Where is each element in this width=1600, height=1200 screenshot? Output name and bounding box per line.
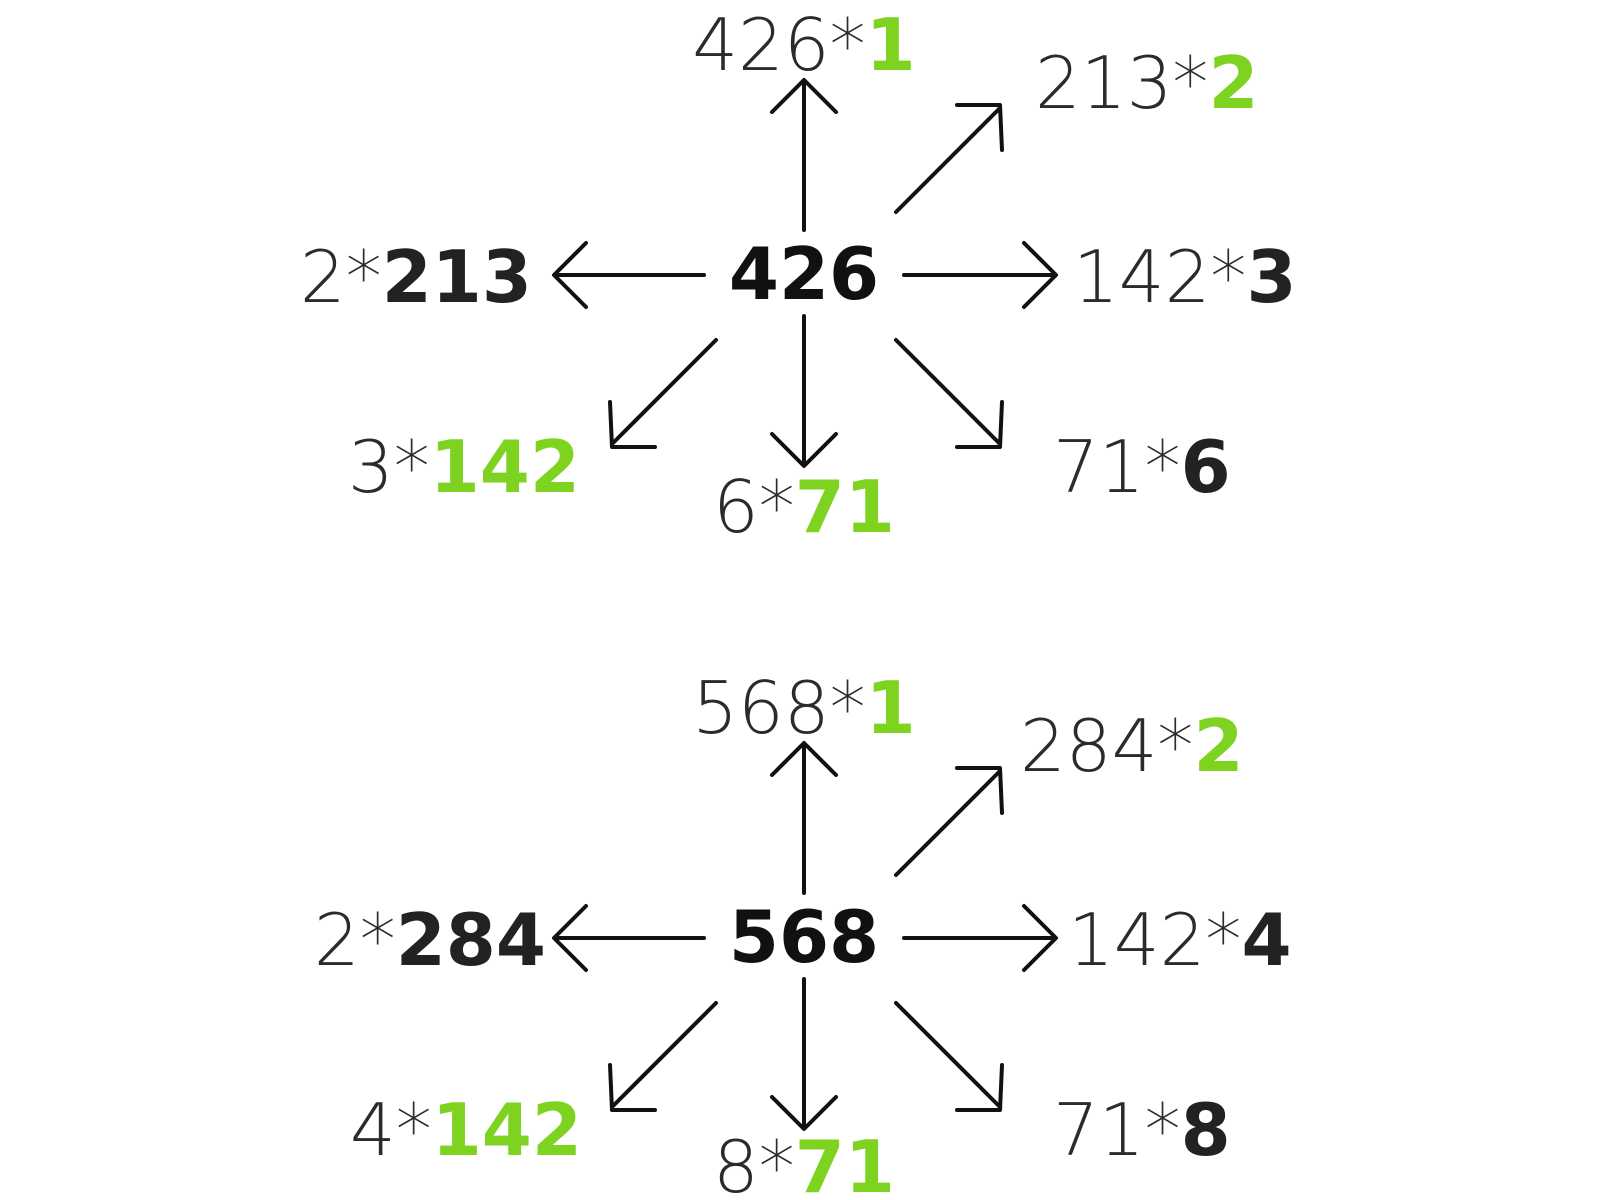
- arrow-up-right: [896, 105, 1002, 212]
- arrow-up: [772, 743, 836, 893]
- arrow-left: [554, 243, 704, 307]
- arrow-down-left: [610, 1003, 716, 1110]
- arrow-up: [772, 80, 836, 230]
- arrow-down: [772, 316, 836, 466]
- arrow-down-right: [896, 340, 1002, 447]
- label-north: 426*1: [692, 3, 916, 87]
- arrow-right: [904, 906, 1056, 970]
- label-south-west: 4*142: [349, 1088, 582, 1172]
- arrow-right: [904, 243, 1056, 307]
- label-south-east: 71*8: [1053, 1088, 1231, 1172]
- label-south: 8*71: [712, 1125, 896, 1200]
- label-north-east: 284*2: [1020, 704, 1244, 788]
- arrow-up-right: [896, 768, 1002, 875]
- label-east: 142*4: [1068, 898, 1292, 982]
- label-south: 6*71: [712, 465, 896, 549]
- label-west: 2*284: [313, 898, 546, 982]
- label-west: 2*213: [299, 235, 532, 319]
- label-south-east: 71*6: [1053, 425, 1231, 509]
- label-south-west: 3*142: [347, 425, 580, 509]
- label-north: 568*1: [692, 666, 916, 750]
- label-north-east: 213*2: [1035, 41, 1259, 125]
- factor-diagram-426: [300, 3, 1297, 549]
- center-number: 568: [728, 895, 880, 979]
- arrow-down-left: [610, 340, 716, 447]
- label-east: 142*3: [1073, 235, 1297, 319]
- arrow-left: [554, 906, 704, 970]
- factor-diagram-568: [314, 666, 1292, 1200]
- center-number: 426: [728, 232, 880, 316]
- arrow-down: [772, 979, 836, 1129]
- arrow-down-right: [896, 1003, 1002, 1110]
